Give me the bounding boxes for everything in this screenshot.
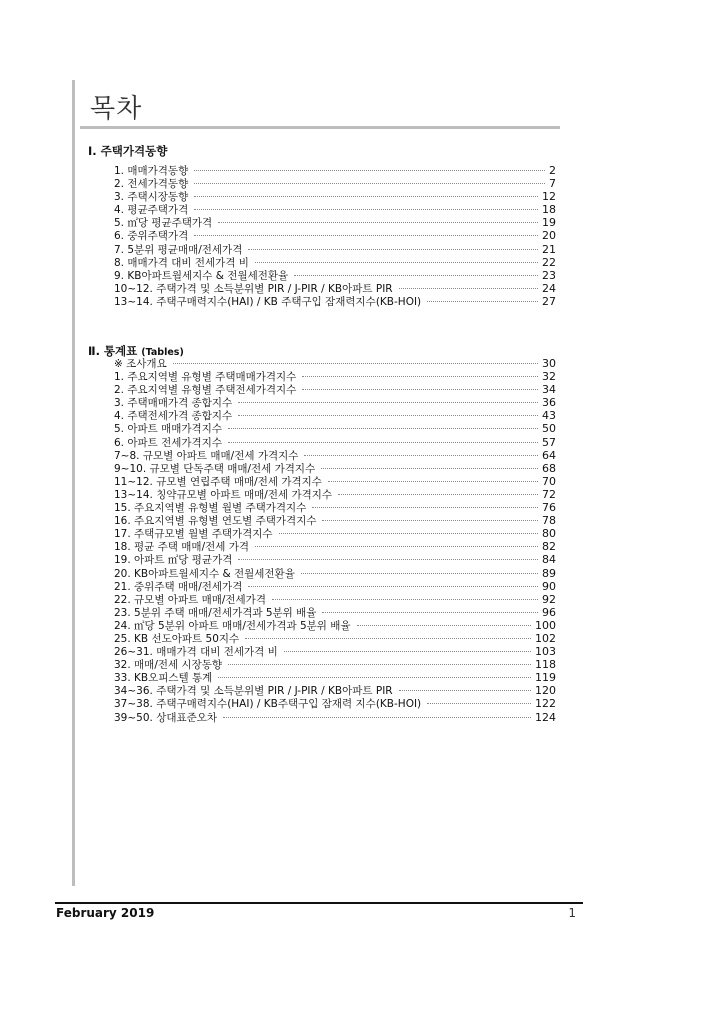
toc-entry[interactable] [114,684,556,697]
toc-entry-label: 2. 주요지역별 유형별 주택전세가격지수 [114,384,297,397]
toc-entry-page: 43 [542,409,556,423]
toc-dot-leader [357,625,531,626]
toc-entry-label: 11~12. 규모별 연립주택 매매/전세 가격지수 [114,475,322,488]
toc-entry-page: 2 [549,164,556,177]
toc-entry-page: 20 [542,229,556,243]
toc-entry-label: 22. 규모별 아파트 매매/전세가격 [114,593,266,606]
toc-entry-label: 7~8. 규모별 아파트 매매/전세 가격지수 [114,449,299,462]
toc-entry-label: 13~14. 칭약규모별 아파트 매매/전세 가격지수 [114,488,333,501]
toc-dot-leader [301,573,538,574]
toc-entry-page: 7 [549,177,556,191]
toc-entry-page: 80 [542,527,556,541]
toc-dot-leader [427,301,538,302]
toc-entry[interactable] [114,216,556,229]
toc-entry[interactable] [114,501,556,514]
toc-entry-label: 13~14. 주택구매력지수(HAI) / KB 주택구입 잠재력지수(KB-HOI) [114,295,422,308]
footer-page-number: 1 [568,906,576,920]
toc-entry[interactable] [114,711,556,724]
toc-dot-leader [255,262,538,263]
toc-entry[interactable] [114,269,556,282]
toc-dot-leader [173,363,538,364]
toc-entry-page: 96 [542,605,556,619]
toc-dot-leader [279,533,538,534]
toc-entry-page: 102 [535,631,556,645]
toc-dot-leader [218,222,538,223]
toc-entry[interactable] [114,256,556,269]
toc-dot-leader [312,507,538,508]
toc-entry-label: 7. 5분위 평균매매/전세가격 [114,243,243,256]
toc-dot-leader [238,402,538,403]
toc-entry-page: 119 [535,671,556,685]
toc-dot-leader [302,376,538,377]
toc-entry-label: 18. 평균 주택 매매/전세 가격 [114,541,250,554]
toc-entry-label: 16. 주요지역별 유형별 연도별 주택가격지수 [114,515,317,528]
toc-dot-leader [427,703,531,704]
toc-dot-leader [284,651,531,652]
toc-dot-leader [248,249,538,250]
toc-entry[interactable] [114,177,556,190]
toc-entry-label: 20. KB아파트월세지수 & 전월세전환율 [114,567,295,580]
toc-entry[interactable] [114,396,556,409]
toc-entry[interactable] [114,203,556,216]
toc-entry-page: 18 [542,203,556,217]
section-heading-1-text: Ⅰ. 주택가격동향 [88,144,168,158]
toc-entry[interactable] [114,409,556,422]
toc-dot-leader [194,170,545,171]
toc-entry-label: 3. 주택매매가격 종합지수 [114,397,233,410]
section-heading-1 [88,143,167,159]
toc-entry-label: 33. KB오피스텔 통계 [114,672,213,685]
footer-date: February 2019 [56,906,155,920]
toc-dot-leader [321,468,538,469]
toc-entry-page: 92 [542,592,556,606]
toc-entry[interactable] [114,632,556,645]
toc-entry-label: 26~31. 매매가격 대비 전세가격 비 [114,646,278,659]
toc-entry-page: 70 [542,474,556,488]
toc-entry[interactable] [114,671,556,684]
toc-entry-label: 10~12. 주택가격 및 소득분위별 PIR / J-PIR / KB아파트 PIR [114,282,393,295]
toc-entry[interactable] [114,190,556,203]
toc-entry[interactable] [114,164,556,177]
toc-entry-label: 4. 평균주택가격 [114,204,189,217]
toc-entry[interactable] [114,619,556,632]
toc-entry-page: 89 [542,566,556,580]
toc-entry[interactable] [114,645,556,658]
toc-entry-label: 8. 매매가격 대비 전세가격 비 [114,256,249,269]
toc-entry[interactable] [114,527,556,540]
toc-dot-leader [304,455,538,456]
toc-entry-page: 120 [535,684,556,698]
toc-entry[interactable] [114,462,556,475]
toc-entry[interactable] [114,383,556,396]
toc-entry-label: 15. 주요지역별 유형별 월별 주택가격지수 [114,502,307,515]
toc-entry-page: 118 [535,658,556,672]
toc-entry[interactable] [114,475,556,488]
toc-entry[interactable] [114,658,556,671]
toc-entry-page: 22 [542,255,556,269]
toc-entry-label: 23. 5분위 주택 매매/전세가격과 5분위 배율 [114,606,317,619]
page-title: 목차 [90,94,143,124]
toc-dot-leader [223,717,531,718]
toc-dot-leader [238,415,538,416]
toc-entry[interactable] [114,593,556,606]
toc-entry-page: 24 [542,281,556,295]
toc-entry[interactable] [114,697,556,710]
toc-dot-leader [255,546,538,547]
toc-entry[interactable] [114,567,556,580]
toc-entry-page: 103 [535,645,556,659]
toc-dot-leader [338,494,538,495]
toc-dot-leader [272,599,538,600]
toc-dot-leader [228,428,538,429]
toc-dot-leader [218,677,531,678]
toc-entry-page: 30 [542,357,556,370]
toc-entry-page: 72 [542,487,556,501]
toc-entry[interactable] [114,282,556,295]
toc-entry-page: 12 [542,190,556,204]
toc-dot-leader [322,520,538,521]
toc-dot-leader [194,196,538,197]
toc-entry-label: 1. 주요지역별 유형별 주택매매가격지수 [114,371,297,384]
toc-entry[interactable] [114,540,556,553]
toc-entry[interactable] [114,514,556,527]
toc-entry-page: 34 [542,383,556,397]
toc-entry-page: 84 [542,553,556,567]
toc-entry-label: 19. 아파트 ㎡당 평균가격 [114,554,233,567]
toc-dot-leader [322,612,538,613]
toc-entry-label: 5. 아파트 매매가격지수 [114,423,222,436]
toc-entry[interactable] [114,580,556,593]
toc-entry-page: 100 [535,618,556,632]
toc-dot-leader [399,288,538,289]
toc-entry-page: 32 [542,370,556,384]
toc-dot-leader [294,275,538,276]
toc-entry-label: 37~38. 주택구매력지수(HAI) / KB주택구입 잠재력 지수(KB-HOI) [114,698,422,711]
toc-entry-page: 21 [542,242,556,256]
toc-entry[interactable] [114,606,556,619]
toc-entry-page: 19 [542,216,556,230]
toc-entry-page: 27 [542,294,556,308]
section-heading-2-sub: (Tables) [141,347,184,358]
toc-entry-label: 21. 중위주택 매매/전세가격 [114,580,243,593]
toc-entry-page: 122 [535,697,556,711]
toc-entry-page: 36 [542,396,556,410]
toc-entry-label: 6. 중위주택가격 [114,230,189,243]
toc-dot-leader [302,389,538,390]
toc-entry[interactable] [114,357,556,370]
toc-dot-leader [194,235,538,236]
toc-dot-leader [228,664,531,665]
toc-entry-label: 1. 매매가격동향 [114,165,189,177]
toc-entry[interactable] [114,422,556,435]
toc-entry-page: 78 [542,514,556,528]
toc-dot-leader [194,183,545,184]
toc-entry-label: 5. ㎡당 평균주택가격 [114,217,213,230]
toc-entry[interactable] [114,449,556,462]
toc-entry[interactable] [114,553,556,566]
toc-entry-page: 57 [542,435,556,449]
toc-dot-leader [399,690,531,691]
toc-entry-label: 34~36. 주택가격 및 소득분위별 PIR / J-PIR / KB아파트 PIR [114,685,393,698]
toc-entry[interactable] [114,370,556,383]
toc-entry-label: 4. 주택전세가격 종합지수 [114,410,233,423]
toc-entry-label: 24. ㎡당 5분위 아파트 매매/전세가격과 5분위 배율 [114,619,351,632]
toc-entry-label: 2. 전세가격동향 [114,178,189,191]
toc-list-section-2 [114,357,556,724]
toc-dot-leader [328,481,538,482]
toc-dot-leader [194,209,538,210]
toc-entry[interactable] [114,229,556,242]
toc-entry-page: 50 [542,422,556,436]
toc-entry-page: 124 [535,710,556,724]
footer-rule [55,902,583,904]
toc-entry-label: 9~10. 규모별 단독주택 매매/전세 가격지수 [114,462,316,475]
toc-entry-page: 23 [542,268,556,282]
toc-entry-label: 25. KB 선도아파트 50지수 [114,632,240,645]
toc-entry-label: 6. 아파트 전세가격지수 [114,436,222,449]
section-heading-2-text: Ⅱ. 통계표 [88,344,138,358]
toc-entry-label: ※ 조사개요 [114,358,167,370]
toc-dot-leader [238,559,538,560]
toc-entry-label: 3. 주택시장동향 [114,191,189,204]
toc-entry-label: 9. KB아파트월세지수 & 전월세전환율 [114,269,289,282]
toc-entry[interactable] [114,295,556,308]
toc-entry[interactable] [114,436,556,449]
toc-dot-leader [248,586,538,587]
toc-entry-page: 68 [542,461,556,475]
toc-entry-label: 39~50. 상대표준오차 [114,711,218,724]
toc-entry[interactable] [114,488,556,501]
toc-entry-page: 90 [542,579,556,593]
toc-entry-label: 32. 매매/전세 시장동향 [114,659,223,672]
toc-entry-page: 82 [542,540,556,554]
toc-list-section-1 [114,164,556,308]
toc-entry[interactable] [114,243,556,256]
left-vertical-rule [72,80,75,886]
toc-dot-leader [245,638,531,639]
toc-dot-leader [228,442,538,443]
title-underline [80,126,560,129]
toc-entry-page: 76 [542,501,556,515]
toc-entry-page: 64 [542,448,556,462]
toc-entry-label: 17. 주택규모별 월별 주택가격지수 [114,528,273,541]
